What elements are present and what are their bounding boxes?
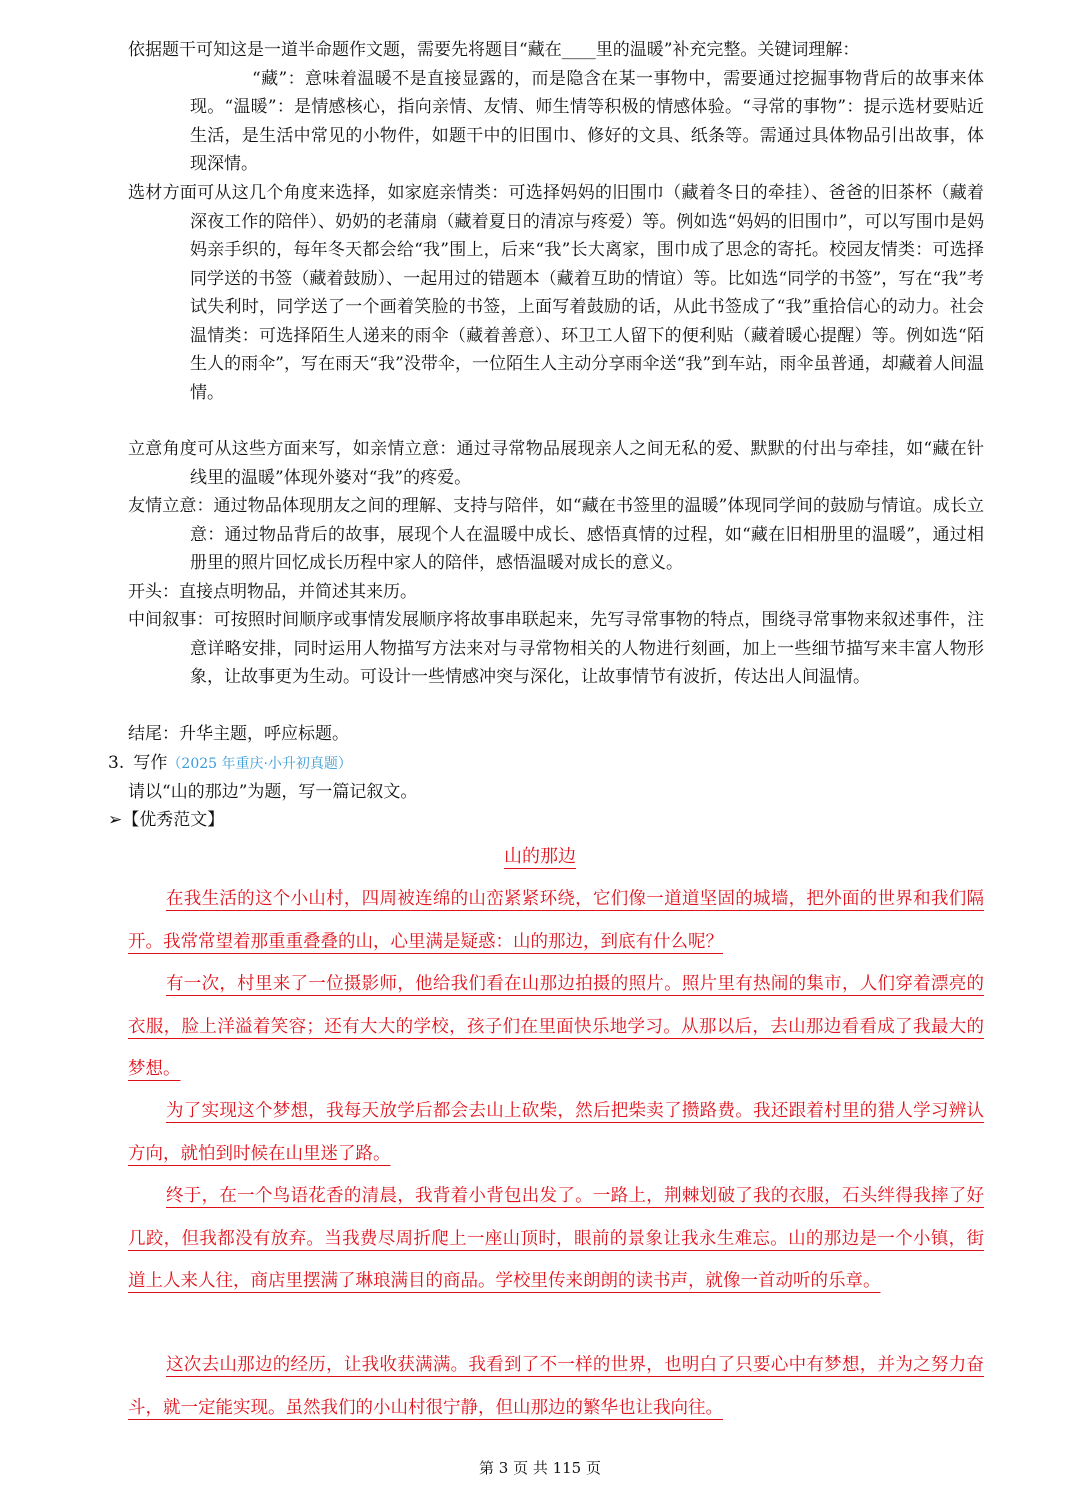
page-footer: 第 3 页 共 115 页 [478,1459,601,1477]
question-header [108,749,352,778]
analysis-theme-text: 立意角度可从这些方面来写，如亲情立意：通过寻常物品展现亲人之间无私的爱、默默的付出与牵挂，如“藏在针线里的温暖”体现外婆对“我”的疼爱。 [128,439,984,488]
question-label: 写作 [133,753,168,773]
essay-title-text: 山的那边 [504,846,576,867]
analysis-friendship [128,492,984,578]
essay-paragraph: 这次去山那边的经历，让我收获满满。我看到了不一样的世界，也明白了只要心中有梦想，并为之努力奋斗，就一定能实现。虽然我们的小山村很宁静，但山那边的繁华也让我向往。 [128,1355,984,1418]
essay-body [128,878,984,963]
excellent-essay-heading [108,806,224,834]
analysis-opening [128,578,984,607]
question-number: 3. [108,753,125,773]
analysis-ending-text: 结尾：升华主题，呼应标题。 [128,724,349,744]
analysis-narrative-text: 中间叙事：可按照时间顺序或事情发展顺序将故事串联起来，先写寻常事物的特点，围绕寻常事物来叙述事件，注意详略安排，同时运用人物描写方法来对与寻常物相关的人物进行刻画，加上一些细节描写来丰富人物形象，让故事更为生动。可设计一些情感冲突与深化，让故事情节有波折，传达出人间温情。 [128,610,984,687]
analysis-narrative [128,606,984,692]
analysis-material [128,179,984,407]
essay-paragraph: 在我生活的这个小山村，四周被连绵的山峦紧紧环绕，它们像一道道坚固的城墙，把外面的世界和我们隔开。我常常望着那重重叠叠的山，心里满是疑惑：山的那边，到底有什么呢？ [128,889,984,952]
essay-paragraph: 为了实现这个梦想，我每天放学后都会去山上砍柴，然后把柴卖了攒路费。我还跟着村里的猎人学习辨认方向，就怕到时候在山里迷了路。 [128,1101,984,1164]
essay-paragraph: 有一次，村里来了一位摄影师，他给我们看在山那边拍摄的照片。照片里有热闹的集市，人们穿着漂亮的衣服，脸上洋溢着笑容；还有大大的学校，孩子们在里面快乐地学习。从那以后，去山那边看看成了我最大的梦想。 [128,974,984,1079]
essay-paragraph: 终于，在一个鸟语花香的清晨，我背着小背包出发了。一路上，荆棘划破了我的衣服，石头绊得我摔了好几跤，但我都没有放弃。当我费尽周折爬上一座山顶时，眼前的景象让我永生难忘。山的那边是一个小镇，街道上人来人往，商店里摆满了琳琅满目的商品。学校里传来朗朗的读书声，就像一首动听的乐章。 [128,1186,984,1291]
essay-body-3 [128,1090,984,1175]
analysis-keywords-body: “藏”：意味着温暖不是直接显露的，而是隐含在某一事物中，需要通过挖掘事物背后的故事来体现。“温暖”：是情感核心，指向亲情、友情、师生情等积极的情感体验。“寻常的事物”：提示选材要贴近生活，是生活中常见的小物件，如题干中的旧围巾、修好的文具、纸条等。需通过具体物品引出故事，体现深情。 [190,68,984,174]
analysis-keywords-lead: 依据题干可知这是一道半命题作文题，需要先将题目“藏在____里的温暖”补充完整。关键词理解： [128,40,860,60]
essay-body-2 [128,963,984,1091]
analysis-friendship-text: 友情立意：通过物品体现朋友之间的理解、支持与陪伴，如“藏在书签里的温暖”体现同学间的鼓励与情谊。成长立意：通过物品背后的故事，展现个人在温暖中成长、感悟真情的过程，如“藏在旧相册里的温暖”，通过相册里的照片回忆成长历程中家人的陪伴，感悟温暖对成长的意义。 [128,496,984,573]
analysis-material-text: 选材方面可从这几个角度来选择，如家庭亲情类：可选择妈妈的旧围巾（藏着冬日的牵挂）、爸爸的旧茶杯（藏着深夜工作的陪伴）、奶奶的老蒲扇（藏着夏日的清凉与疼爱）等。例如选“妈妈的旧围巾”，可以写围巾是妈妈亲手织的，每年冬天都会给“我”围上，后来“我”长大离家，围巾成了思念的寄托。校园友情类：可选择同学送的书签（藏着鼓励）、一起用过的错题本（藏着互助的情谊）等。比如选“同学的书签”，写在“我”考试失利时，同学送了一个画着笑脸的书签，上面写着鼓励的话，从此书签成了“我”重拾信心的动力。社会温情类：可选择陌生人递来的雨伞（藏着善意）、环卫工人留下的便利贴（藏着暖心提醒）等。例如选“陌生人的雨伞”，写在雨天“我”没带伞，一位陌生人主动分享雨伞送“我”到车站，雨伞虽普通，却藏着人间温情。 [128,183,984,403]
analysis-opening-text: 开头：直接点明物品，并简述其来历。 [128,582,417,602]
essay-title [0,842,1080,868]
analysis-ending [128,720,984,749]
question-source: （2025 年重庆·小升初真题） [167,756,352,772]
analysis-keywords [128,36,984,179]
question-prompt: 请以“山的那边”为题，写一篇记叙文。 [128,782,418,802]
analysis-theme [128,435,984,492]
essay-body-5 [128,1344,984,1429]
essay-body-4 [128,1175,984,1303]
excellent-essay-label: 【优秀范文】 [122,810,225,830]
arrow-bullet-icon: ➢ [108,810,123,830]
